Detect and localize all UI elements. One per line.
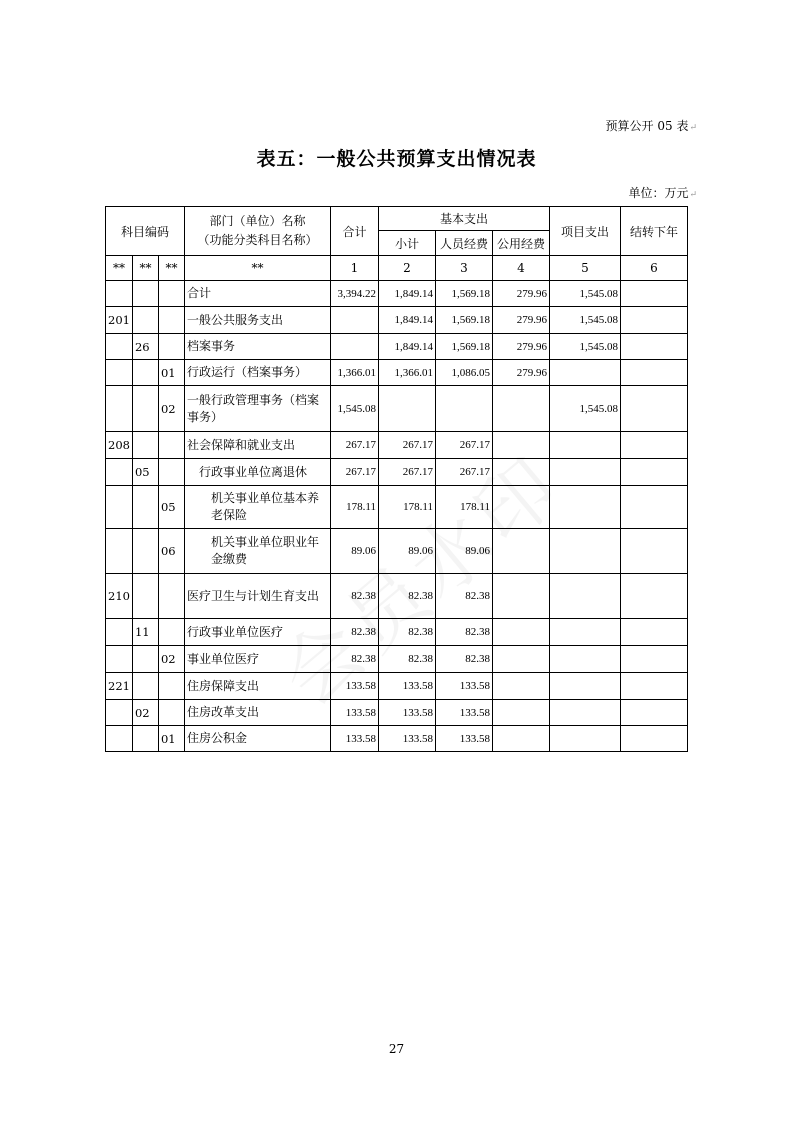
total-cell: 178.11	[330, 486, 378, 529]
carryover-cell	[620, 529, 687, 574]
public-cell	[492, 574, 549, 619]
index-cell: **	[184, 256, 330, 281]
code-cell-item: 05	[132, 459, 158, 486]
index-cell: 4	[492, 256, 549, 281]
project-cell: 1,545.08	[549, 334, 620, 360]
unit-label: 单位：万元↵	[628, 186, 697, 200]
total-cell: 133.58	[330, 700, 378, 726]
index-cell: **	[158, 256, 184, 281]
subtotal-cell: 133.58	[378, 700, 435, 726]
code-cell-class	[106, 646, 133, 673]
carryover-cell	[620, 307, 687, 334]
carryover-cell	[620, 334, 687, 360]
table-row	[106, 574, 688, 619]
subtotal-cell: 1,849.14	[378, 307, 435, 334]
header-name-line2: （功能分类科目名称）	[197, 233, 318, 247]
personnel-cell: 82.38	[435, 574, 492, 619]
personnel-cell: 133.58	[435, 700, 492, 726]
table-row	[106, 529, 688, 574]
index-cell: 3	[435, 256, 492, 281]
header-row-1	[106, 207, 688, 231]
code-cell-subitem: 05	[158, 486, 184, 529]
project-cell: 1,545.08	[549, 386, 620, 432]
name-cell: 行政运行（档案事务）	[184, 360, 330, 386]
index-cell: **	[132, 256, 158, 281]
subtotal-cell	[378, 386, 435, 432]
total-cell: 133.58	[330, 673, 378, 700]
index-cell: 2	[378, 256, 435, 281]
table-row	[106, 673, 688, 700]
subtotal-cell: 267.17	[378, 432, 435, 459]
code-cell-class	[106, 281, 133, 307]
public-cell	[492, 386, 549, 432]
subtotal-cell: 1,849.14	[378, 281, 435, 307]
total-cell: 82.38	[330, 646, 378, 673]
total-cell: 133.58	[330, 726, 378, 752]
code-cell-class	[106, 360, 133, 386]
index-cell: 5	[549, 256, 620, 281]
code-cell-item: 26	[132, 334, 158, 360]
header-public: 公用经费	[492, 231, 549, 256]
index-cell: 1	[330, 256, 378, 281]
personnel-cell: 133.58	[435, 673, 492, 700]
project-cell: 1,545.08	[549, 281, 620, 307]
carryover-cell	[620, 360, 687, 386]
personnel-cell: 82.38	[435, 619, 492, 646]
name-cell: 住房保障支出	[184, 673, 330, 700]
header-total: 合计	[330, 207, 378, 256]
project-cell	[549, 529, 620, 574]
carryover-cell	[620, 386, 687, 432]
name-cell: 行政事业单位医疗	[184, 619, 330, 646]
name-cell: 住房改革支出	[184, 700, 330, 726]
code-cell-item	[132, 432, 158, 459]
table-row	[106, 646, 688, 673]
name-cell: 事业单位医疗	[184, 646, 330, 673]
subtotal-cell: 82.38	[378, 646, 435, 673]
subtotal-cell: 89.06	[378, 529, 435, 574]
personnel-cell	[435, 386, 492, 432]
table-row	[106, 307, 688, 334]
header-name-line1: 部门（单位）名称	[209, 214, 306, 228]
project-cell	[549, 646, 620, 673]
code-cell-item	[132, 646, 158, 673]
table-row	[106, 700, 688, 726]
header-subtotal: 小计	[378, 231, 435, 256]
code-cell-subitem: 01	[158, 360, 184, 386]
table-row	[106, 726, 688, 752]
subtotal-cell: 82.38	[378, 574, 435, 619]
code-cell-subitem: 02	[158, 646, 184, 673]
header-project: 项目支出	[549, 207, 620, 256]
total-cell	[330, 307, 378, 334]
table-row	[106, 334, 688, 360]
carryover-cell	[620, 486, 687, 529]
personnel-cell: 1,569.18	[435, 307, 492, 334]
code-cell-item	[132, 360, 158, 386]
total-cell: 82.38	[330, 619, 378, 646]
project-cell	[549, 432, 620, 459]
carryover-cell	[620, 574, 687, 619]
code-cell-subitem	[158, 619, 184, 646]
personnel-cell: 267.17	[435, 432, 492, 459]
table-row	[106, 386, 688, 432]
code-cell-class	[106, 334, 133, 360]
total-cell: 267.17	[330, 459, 378, 486]
subtotal-cell: 267.17	[378, 459, 435, 486]
index-cell: 6	[620, 256, 687, 281]
carryover-cell	[620, 726, 687, 752]
name-cell: 社会保障和就业支出	[184, 432, 330, 459]
code-cell-subitem	[158, 334, 184, 360]
public-cell	[492, 459, 549, 486]
code-cell-item	[132, 386, 158, 432]
code-cell-class	[106, 486, 133, 529]
public-cell	[492, 673, 549, 700]
table-row	[106, 360, 688, 386]
personnel-cell: 89.06	[435, 529, 492, 574]
name-cell: 档案事务	[184, 334, 330, 360]
total-cell	[330, 334, 378, 360]
page-number: 27	[388, 1042, 405, 1056]
public-cell: 279.96	[492, 360, 549, 386]
name-cell: 机关事业单位基本养老保险	[184, 486, 330, 529]
index-cell: **	[106, 256, 133, 281]
code-cell-class	[106, 459, 133, 486]
code-cell-item	[132, 726, 158, 752]
code-cell-class	[106, 386, 133, 432]
header-carryover: 结转下年	[620, 207, 687, 256]
code-cell-class: 201	[106, 307, 133, 334]
code-cell-subitem	[158, 459, 184, 486]
table-row	[106, 619, 688, 646]
carryover-cell	[620, 619, 687, 646]
name-cell: 行政事业单位离退休	[184, 459, 330, 486]
code-cell-item: 02	[132, 700, 158, 726]
total-cell: 1,366.01	[330, 360, 378, 386]
project-cell	[549, 360, 620, 386]
personnel-cell: 267.17	[435, 459, 492, 486]
code-cell-item	[132, 529, 158, 574]
subtotal-cell: 1,366.01	[378, 360, 435, 386]
project-cell	[549, 673, 620, 700]
form-number: 预算公开 05 表↵	[605, 119, 697, 133]
code-cell-subitem: 01	[158, 726, 184, 752]
code-cell-subitem	[158, 574, 184, 619]
table-row	[106, 281, 688, 307]
code-cell-class	[106, 619, 133, 646]
personnel-cell: 1,569.18	[435, 334, 492, 360]
total-cell: 267.17	[330, 432, 378, 459]
carryover-cell	[620, 700, 687, 726]
code-cell-subitem: 02	[158, 386, 184, 432]
subtotal-cell: 133.58	[378, 673, 435, 700]
personnel-cell: 82.38	[435, 646, 492, 673]
total-cell: 89.06	[330, 529, 378, 574]
expenditure-table	[105, 206, 688, 752]
name-cell: 一般行政管理事务（档案事务）	[184, 386, 330, 432]
code-cell-subitem	[158, 307, 184, 334]
name-cell: 合计	[184, 281, 330, 307]
carryover-cell	[620, 432, 687, 459]
public-cell: 279.96	[492, 281, 549, 307]
public-cell	[492, 700, 549, 726]
project-cell	[549, 486, 620, 529]
header-name	[184, 207, 330, 256]
public-cell	[492, 432, 549, 459]
page-title: 表五：一般公共预算支出情况表	[256, 148, 537, 170]
header-code: 科目编码	[106, 207, 185, 256]
table-body	[106, 207, 688, 752]
code-cell-class: 221	[106, 673, 133, 700]
code-cell-item	[132, 673, 158, 700]
table-row	[106, 459, 688, 486]
personnel-cell: 1,569.18	[435, 281, 492, 307]
subtotal-cell: 178.11	[378, 486, 435, 529]
name-cell: 一般公共服务支出	[184, 307, 330, 334]
project-cell	[549, 459, 620, 486]
index-row	[106, 256, 688, 281]
header-basic: 基本支出	[378, 207, 549, 231]
code-cell-class	[106, 726, 133, 752]
carryover-cell	[620, 646, 687, 673]
carryover-cell	[620, 673, 687, 700]
code-cell-class: 208	[106, 432, 133, 459]
header-personnel: 人员经费	[435, 231, 492, 256]
code-cell-subitem: 06	[158, 529, 184, 574]
public-cell	[492, 619, 549, 646]
personnel-cell: 178.11	[435, 486, 492, 529]
code-cell-item	[132, 281, 158, 307]
public-cell	[492, 529, 549, 574]
code-cell-subitem	[158, 432, 184, 459]
name-cell: 住房公积金	[184, 726, 330, 752]
code-cell-item: 11	[132, 619, 158, 646]
project-cell	[549, 726, 620, 752]
code-cell-item	[132, 486, 158, 529]
total-cell: 1,545.08	[330, 386, 378, 432]
subtotal-cell: 82.38	[378, 619, 435, 646]
table-row	[106, 486, 688, 529]
subtotal-cell: 133.58	[378, 726, 435, 752]
code-cell-class	[106, 700, 133, 726]
project-cell	[549, 574, 620, 619]
public-cell	[492, 726, 549, 752]
public-cell	[492, 486, 549, 529]
carryover-cell	[620, 459, 687, 486]
code-cell-subitem	[158, 281, 184, 307]
public-cell: 279.96	[492, 334, 549, 360]
project-cell	[549, 700, 620, 726]
name-cell: 机关事业单位职业年金缴费	[184, 529, 330, 574]
carryover-cell	[620, 281, 687, 307]
subtotal-cell: 1,849.14	[378, 334, 435, 360]
code-cell-class: 210	[106, 574, 133, 619]
table-row	[106, 432, 688, 459]
project-cell	[549, 619, 620, 646]
code-cell-item	[132, 307, 158, 334]
code-cell-item	[132, 574, 158, 619]
total-cell: 82.38	[330, 574, 378, 619]
code-cell-subitem	[158, 700, 184, 726]
total-cell: 3,394.22	[330, 281, 378, 307]
public-cell: 279.96	[492, 307, 549, 334]
public-cell	[492, 646, 549, 673]
code-cell-subitem	[158, 673, 184, 700]
project-cell: 1,545.08	[549, 307, 620, 334]
name-cell: 医疗卫生与计划生育支出	[184, 574, 330, 619]
code-cell-class	[106, 529, 133, 574]
personnel-cell: 133.58	[435, 726, 492, 752]
personnel-cell: 1,086.05	[435, 360, 492, 386]
